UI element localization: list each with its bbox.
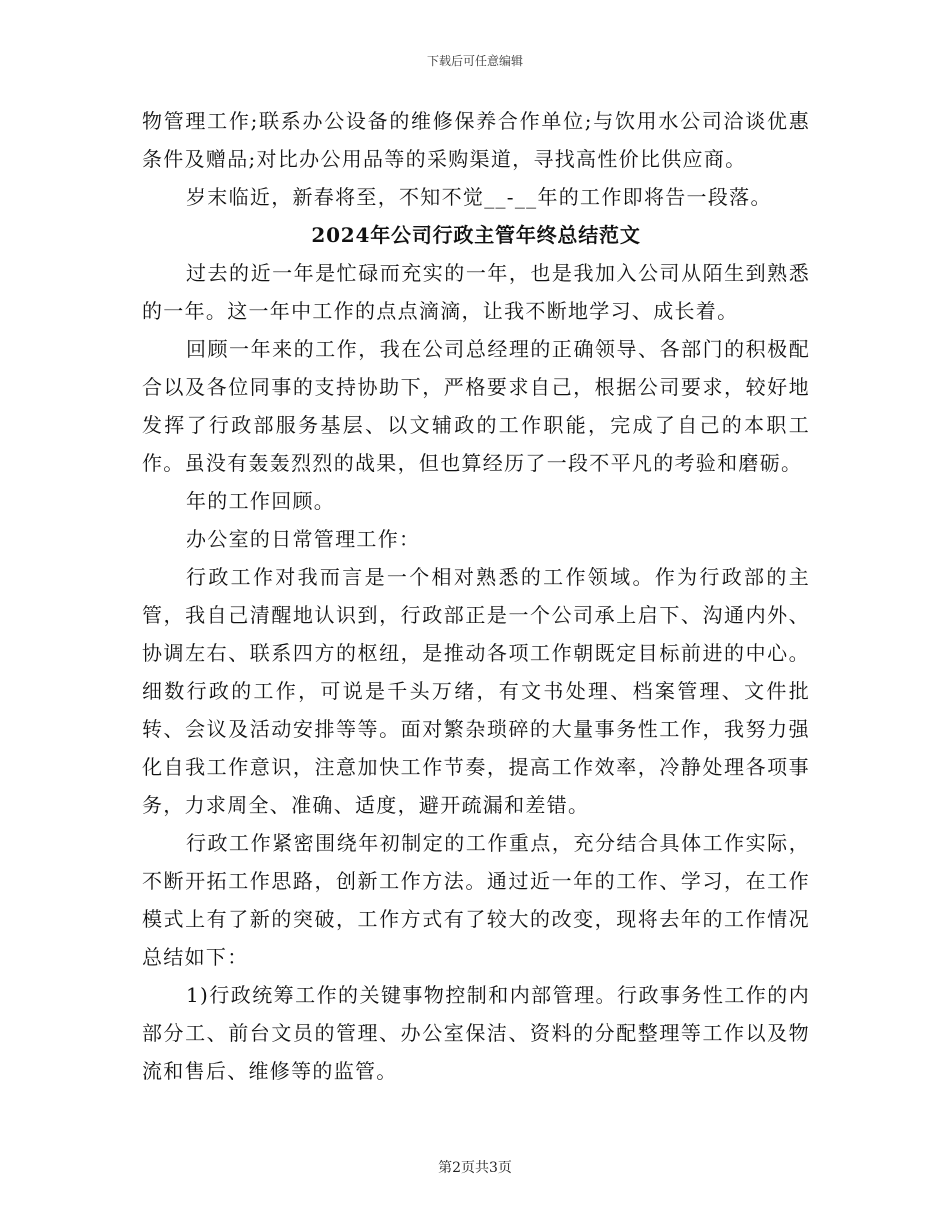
body-paragraph: 行政工作对我而言是一个相对熟悉的工作领域。作为行政部的主管，我自己清醒地认识到，行政部正是一个公司承上启下、沟通内外、协调左右、联系四方的枢纽，是推动各项工作朝既定目标前进的中心。细数行政的工作，可说是千头万绪，有文书处理、档案管理、文件批转、会议及活动安排等等。面对繁杂琐碎的大量事务性工作，我努力强化自我工作意识，注意加快工作节奏，提高工作效率，冷静处理各项事务，力求周全、准确、适度，避开疏漏和差错。 <box>142 565 810 817</box>
page-header-note: 下载后可任意编辑 <box>426 54 523 68</box>
body-paragraph: 年的工作回顾。 <box>186 489 336 513</box>
page-number: 第2页共3页 <box>438 1160 512 1176</box>
document-body <box>142 102 810 1090</box>
body-paragraph: 回顾一年来的工作，我在公司总经理的正确领导、各部门的积极配合以及各位同事的支持协助下，严格要求自己，根据公司要求，较好地发挥了行政部服务基层、以文辅政的工作职能，完成了自己的本职工作。虽没有轰轰烈烈的战果，但也算经历了一段不平凡的考验和磨砺。 <box>142 337 810 475</box>
body-paragraph: 行政工作紧密围绕年初制定的工作重点，充分结合具体工作实际，不断开拓工作思路，创新工作方法。通过近一年的工作、学习，在工作模式上有了新的突破，工作方式有了较大的改变，现将去年的工作情况总结如下： <box>142 831 810 969</box>
body-paragraph: 过去的近一年是忙碌而充实的一年，也是我加入公司从陌生到熟悉的一年。这一年中工作的点点滴滴，让我不断地学习、成长着。 <box>142 261 810 323</box>
section-heading: 办公室的日常管理工作： <box>186 527 421 551</box>
continued-paragraph: 物管理工作;联系办公设备的维修保养合作单位;与饮用水公司洽谈优惠条件及赠品;对比办公用品等的采购渠道，寻找高性价比供应商。 <box>142 109 810 171</box>
continued-paragraph: 岁末临近，新春将至，不知不觉__-__年的工作即将告一段落。 <box>186 185 772 209</box>
list-paragraph: 1)行政统筹工作的关键事物控制和内部管理。行政事务性工作的内部分工、前台文员的管理、办公室保洁、资料的分配整理等工作以及物流和售后、维修等的监管。 <box>142 983 810 1083</box>
document-title: 2024年公司行政主管年终总结范文 <box>311 223 641 247</box>
